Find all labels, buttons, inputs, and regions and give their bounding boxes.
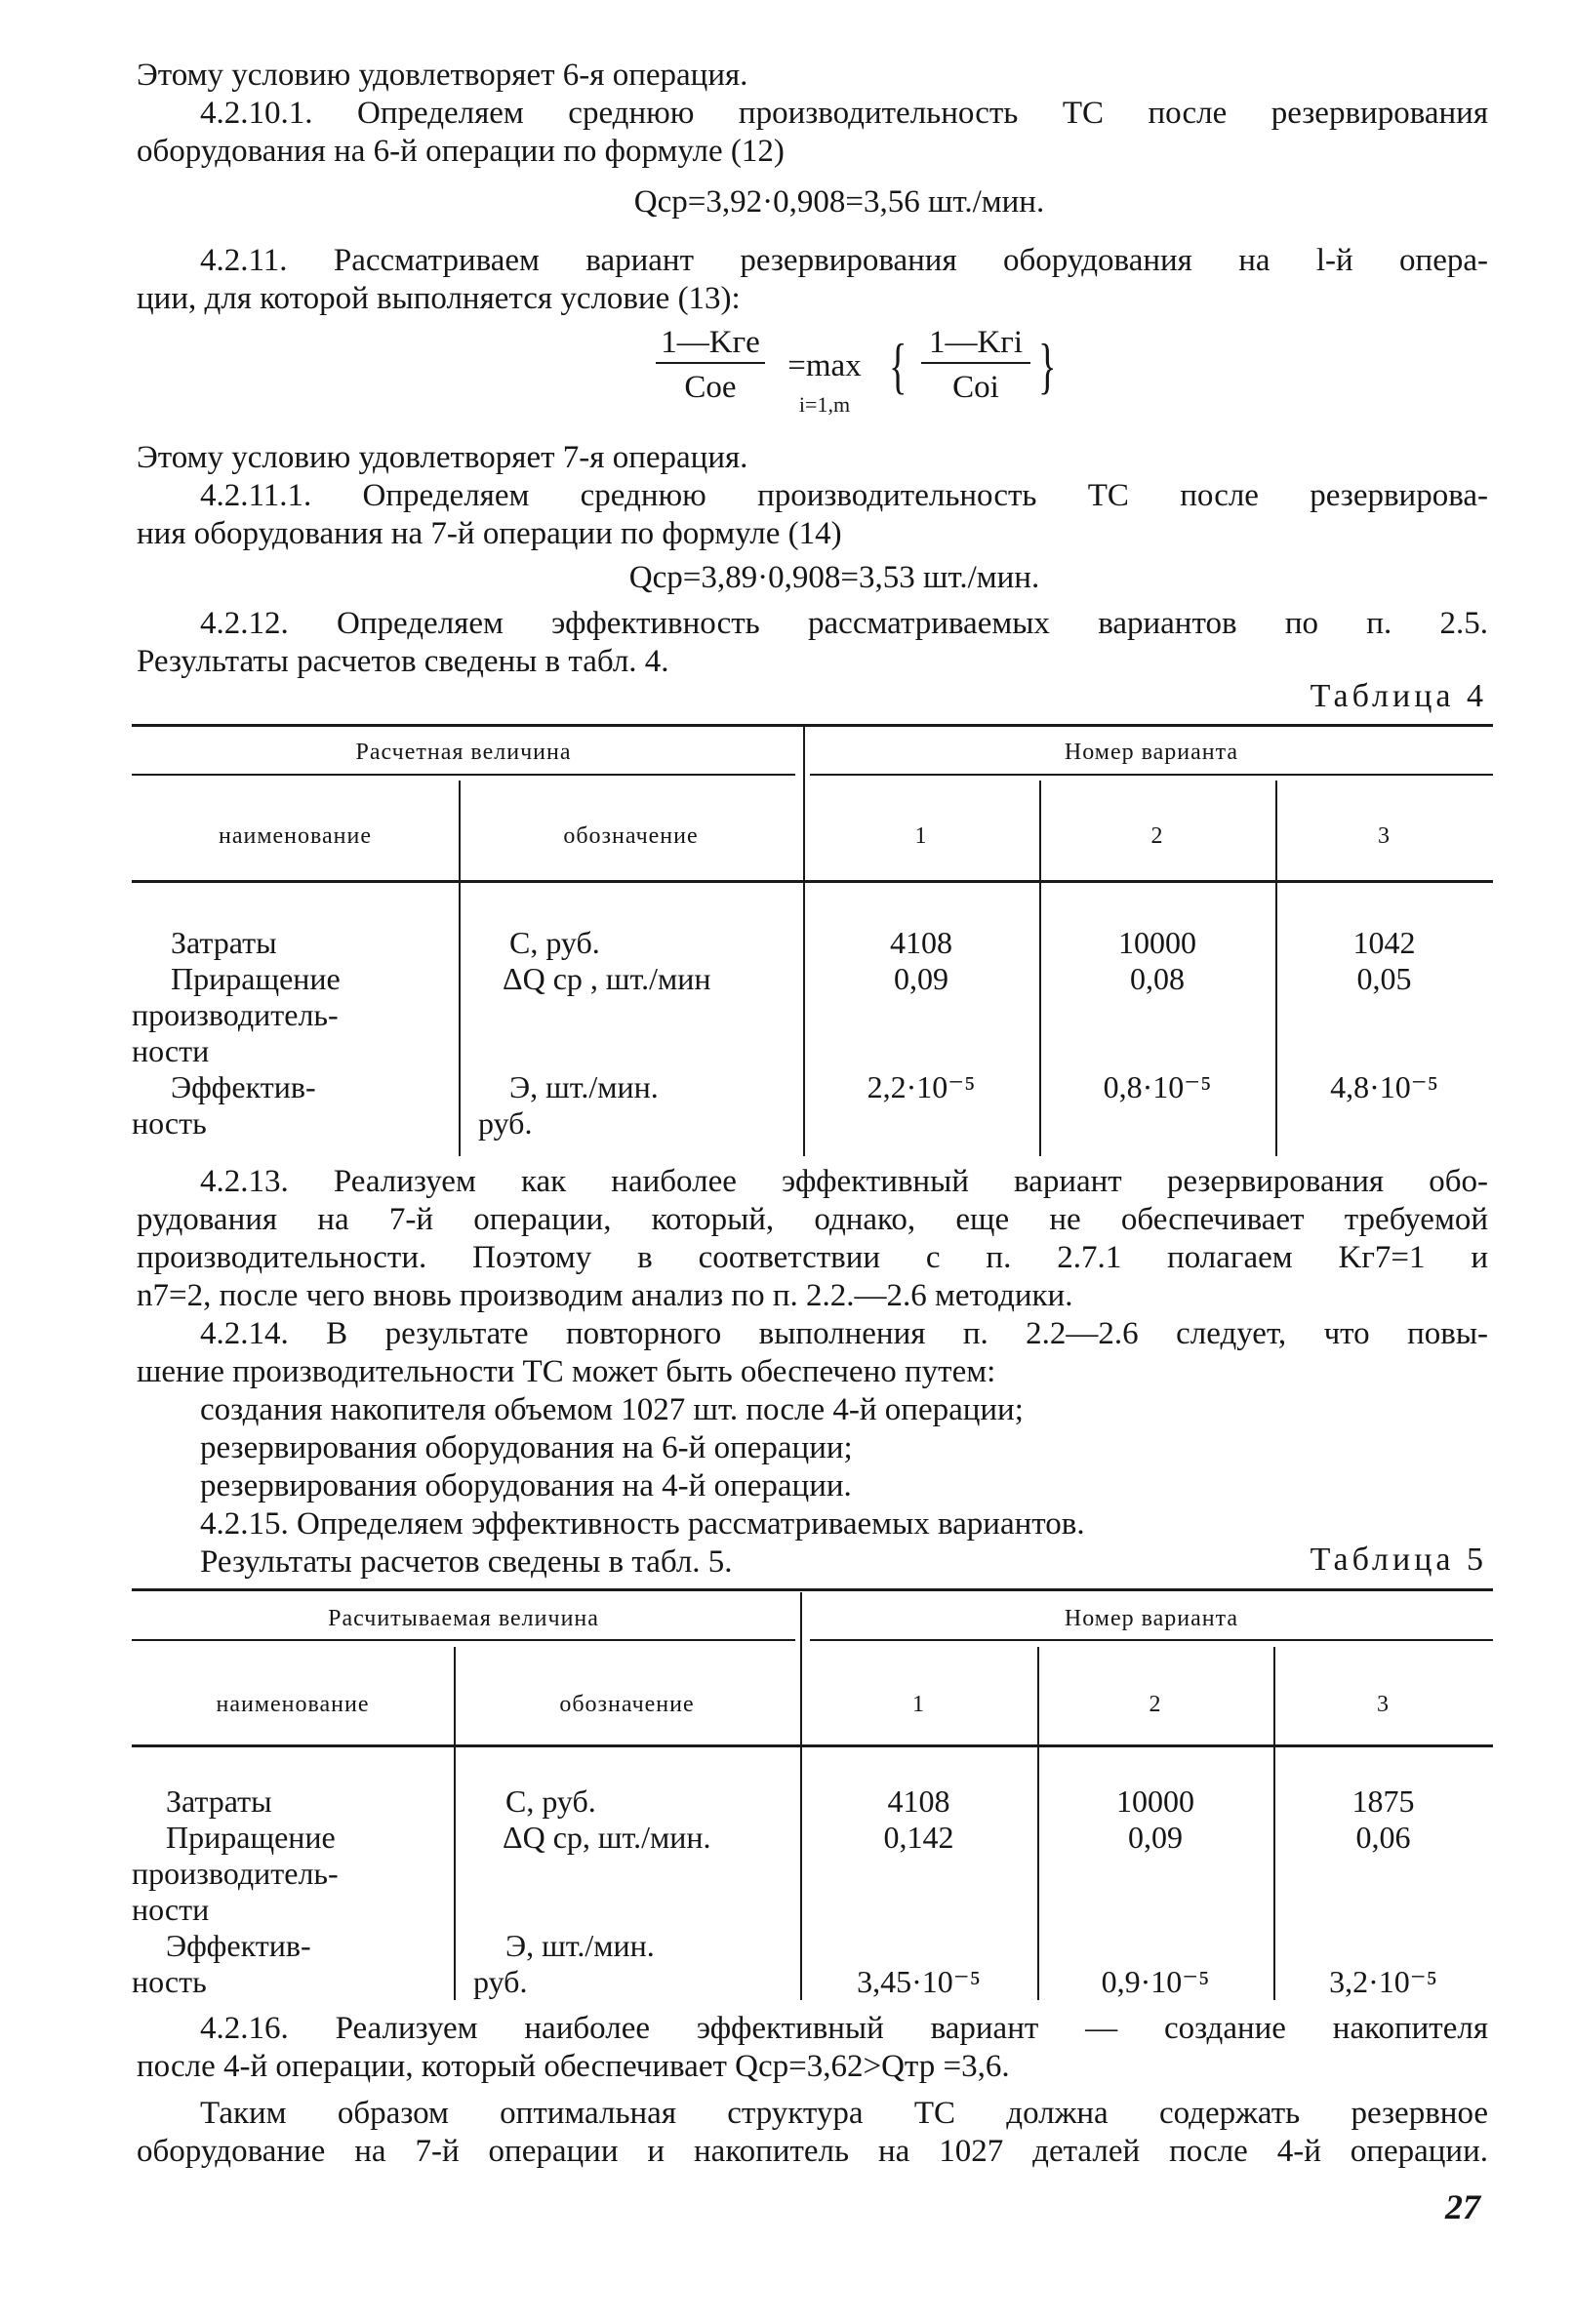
list-item: резервирования оборудования на 6-й операции; <box>200 1430 853 1465</box>
table-cell-value: 0,05 <box>1356 961 1412 996</box>
column-header-variant-3: 3 <box>1377 1692 1390 1717</box>
table-rule <box>810 774 1493 776</box>
paragraph-line: 4.2.14. В результате повторного выполнения п. 2.2—2.6 следует, что повы- <box>200 1316 1488 1351</box>
paragraph-line: 4.2.11. Рассматриваем вариант резервирования оборудования на l-й опера- <box>200 243 1488 278</box>
table-cell-value: 10000 <box>1118 925 1196 960</box>
paragraph-line: после 4-й операции, который обеспечивает Qср=3,62>Qтр =3,6. <box>137 2049 1010 2084</box>
page-number: 27 <box>1445 2187 1480 2226</box>
table-rule <box>132 1639 795 1641</box>
table-cell-value: 4108 <box>890 925 952 960</box>
table-group-header: Расчитываемая величина <box>328 1606 599 1631</box>
table-cell-name: Эффектив- <box>166 1928 311 1963</box>
paragraph-line: 4.2.11.1. Определяем среднюю производительность ТС после резервирова- <box>200 478 1488 513</box>
column-header-variant-2: 2 <box>1149 1692 1162 1717</box>
paragraph-line: Этому условию удовлетворяет 6-я операция. <box>137 58 748 93</box>
column-header-name: наименование <box>218 823 373 849</box>
table-cell-value: 1042 <box>1352 925 1416 960</box>
paragraph-line: ния оборудования на 7-й операции по формуле (14) <box>137 516 842 551</box>
table-cell-value: 0,09 <box>1128 1820 1183 1855</box>
column-header-symbol: обозначение <box>563 823 699 849</box>
paragraph-line: Этому условию удовлетворяет 7-я операция. <box>137 440 748 475</box>
column-header-symbol: обозначение <box>559 1692 695 1717</box>
table-4-caption: Таблица 4 <box>1310 678 1487 714</box>
paragraph-line: 4.2.10.1. Определяем среднюю производительность ТС после резервирования <box>200 96 1488 131</box>
list-item: создания накопителя объемом 1027 шт. после 4-й операции; <box>200 1392 1024 1427</box>
table-cell-name: ности <box>132 1033 210 1068</box>
fraction-left-numerator: 1—Kгe <box>661 325 760 360</box>
table-rule <box>132 880 1493 883</box>
table-group-header: Номер варианта <box>1064 1606 1239 1631</box>
fraction-right-denominator: Coi <box>952 370 999 405</box>
table-cell-name: Приращение <box>166 1820 336 1855</box>
table-cell-name: производитель- <box>132 1856 339 1891</box>
paragraph-line: Результаты расчетов сведены в табл. 4. <box>137 644 669 679</box>
table-cell-name: Эффектив- <box>171 1069 316 1104</box>
table-group-header: Номер варианта <box>1064 740 1239 765</box>
paragraph-line: производительности. Поэтому в соответствии с п. 2.7.1 полагаем Kг7=1 и <box>137 1240 1488 1275</box>
right-brace: } <box>1038 331 1057 400</box>
table-cell-symbol: Э, шт./мин. <box>509 1069 659 1104</box>
column-header-variant-1: 1 <box>912 1692 925 1717</box>
equals-max: =max <box>787 348 862 383</box>
table-cell-name: ность <box>132 1105 207 1141</box>
paragraph-line: Таким образом оптимальная структура ТС должна содержать резервное <box>200 2096 1488 2131</box>
table-rule <box>132 774 795 776</box>
paragraph-line: оборудования на 6-й операции по формуле (12) <box>137 134 785 169</box>
table-cell-symbol: ΔQ ср , шт./мин <box>503 961 711 996</box>
paragraph-line: 4.2.16. Реализуем наиболее эффективный вариант — создание накопителя <box>200 2011 1488 2046</box>
table-cell-value: 3,2·10⁻⁵ <box>1329 1964 1437 1999</box>
table-cell-name: ность <box>132 1964 207 1999</box>
table-cell-symbol: С, руб. <box>509 925 600 960</box>
table-cell-name: Затраты <box>166 1783 272 1819</box>
table-rule <box>132 1744 1493 1747</box>
table-cell-name: Затраты <box>171 925 277 960</box>
table-rule <box>810 1639 1493 1641</box>
table-cell-name: ности <box>132 1892 210 1927</box>
column-header-name: наименование <box>216 1692 370 1717</box>
table-cell-value: 1875 <box>1351 1783 1415 1819</box>
table-cell-value: 4,8·10⁻⁵ <box>1330 1069 1438 1104</box>
table-cell-value: 0,8·10⁻⁵ <box>1103 1069 1212 1104</box>
formula-q-avg-6: Qср=3,92·0,908=3,56 шт./мин. <box>633 184 1045 220</box>
paragraph-line: 4.2.15. Определяем эффективность рассматриваемых вариантов. <box>200 1506 1085 1542</box>
table-cell-symbol: ΔQ ср, шт./мин. <box>503 1820 711 1855</box>
list-item: резервирования оборудования на 4-й операции. <box>200 1468 852 1503</box>
table-cell-symbol: С, руб. <box>505 1783 596 1819</box>
table-cell-value: 0,08 <box>1130 961 1185 996</box>
paragraph-line: рудования на 7-й операции, который, однако, еще не обеспечивает требуемой <box>137 1202 1488 1237</box>
column-header-variant-2: 2 <box>1150 823 1164 849</box>
table-cell-symbol: руб. <box>478 1105 533 1141</box>
table-cell-value: 0,9·10⁻⁵ <box>1101 1964 1210 1999</box>
table-cell-symbol: руб. <box>473 1964 528 1999</box>
paragraph-line: n7=2, после чего вновь производим анализ по п. 2.2.—2.6 методики. <box>137 1278 1073 1313</box>
column-header-variant-3: 3 <box>1378 823 1391 849</box>
table-cell-symbol: Э, шт./мин. <box>505 1928 655 1963</box>
paragraph-line: 4.2.12. Определяем эффективность рассматриваемых вариантов по п. 2.5. <box>200 606 1488 641</box>
table-cell-value: 0,06 <box>1355 1820 1411 1855</box>
left-brace: { <box>889 331 908 400</box>
table-cell-name: Приращение <box>171 961 341 996</box>
table-5-caption: Таблица 5 <box>1310 1542 1487 1578</box>
table-cell-value: 10000 <box>1116 1783 1194 1819</box>
table-cell-value: 3,45·10⁻⁵ <box>857 1964 981 1999</box>
fraction-left-denominator: Coe <box>684 370 737 405</box>
table-rule <box>132 1588 1493 1591</box>
formula-q-avg-7: Qср=3,89·0,908=3,53 шт./мин. <box>628 560 1040 595</box>
table-rule <box>132 724 1493 727</box>
fraction-bar <box>656 362 765 364</box>
column-header-variant-1: 1 <box>914 823 928 849</box>
fraction-right-numerator: 1—Kгi <box>928 325 1024 360</box>
table-cell-value: 2,2·10⁻⁵ <box>867 1069 976 1104</box>
table-cell-value: 0,142 <box>883 1820 954 1855</box>
fraction-bar <box>921 362 1030 364</box>
paragraph-line: Результаты расчетов сведены в табл. 5. <box>200 1544 733 1580</box>
table-cell-value: 0,09 <box>894 961 948 996</box>
paragraph-line: шение производительности ТС может быть обеспечено путем: <box>137 1354 996 1389</box>
paragraph-line: ции, для которой выполняется условие (13): <box>137 281 741 316</box>
table-cell-name: производитель- <box>132 997 339 1032</box>
paragraph-line: оборудование на 7-й операции и накопитель на 1027 деталей после 4-й операции. <box>137 2134 1488 2169</box>
table-group-header: Расчетная величина <box>355 740 572 765</box>
table-cell-value: 4108 <box>887 1783 950 1819</box>
paragraph-line: 4.2.13. Реализуем как наиболее эффективный вариант резервирования обо- <box>200 1164 1488 1199</box>
max-index: i=1,m <box>798 392 851 417</box>
